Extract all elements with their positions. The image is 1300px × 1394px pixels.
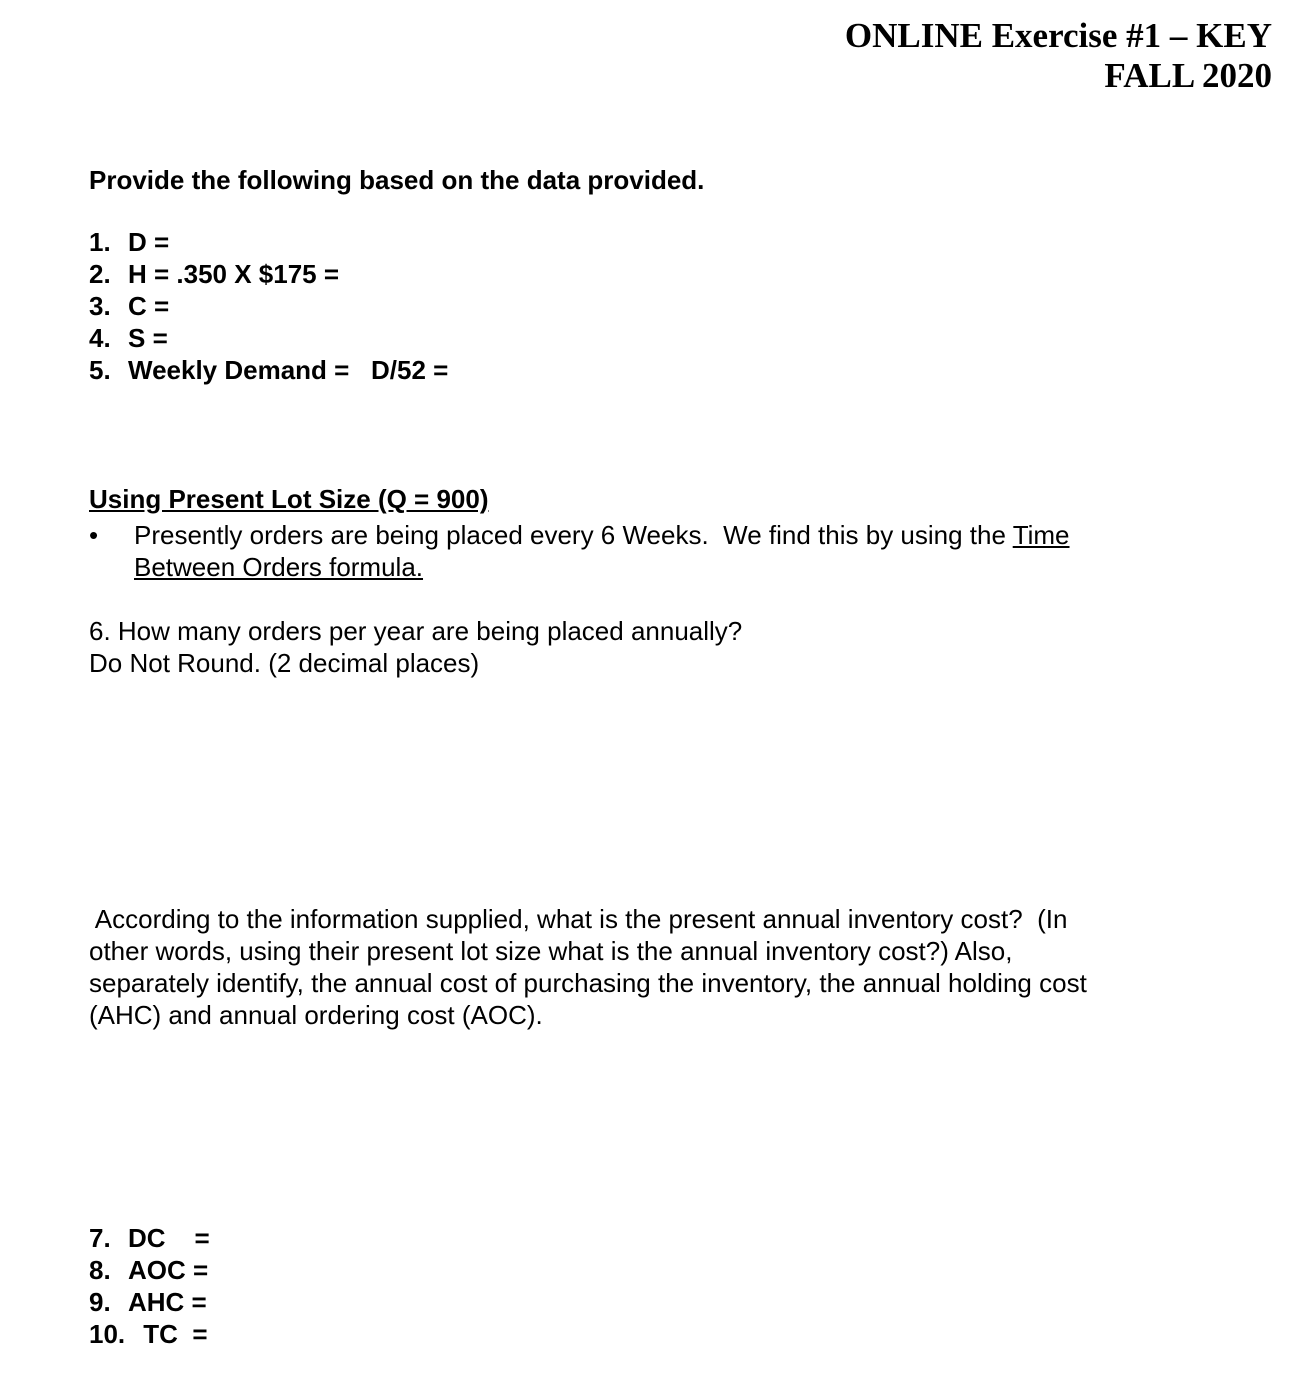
list-item: 3. C = — [89, 291, 170, 321]
intro-text: Provide the following based on the data provided. — [89, 165, 705, 195]
paragraph-line: separately identify, the annual cost of purchasing the inventory, the annual holding cost — [89, 968, 1087, 998]
list-item: 8. AOC = — [89, 1255, 209, 1285]
doc-subtitle: FALL 2020 — [1104, 56, 1272, 95]
question-6-note: Do Not Round. (2 decimal places) — [89, 648, 480, 678]
doc-title: ONLINE Exercise #1 – KEY — [844, 16, 1272, 55]
list-item: 10. TC = — [89, 1319, 208, 1349]
list-item: 7. DC = — [89, 1223, 210, 1253]
bullet-text-cont: Between Orders formula. — [134, 552, 424, 582]
bullet-text: Presently orders are being placed every 6 Weeks. We find this by using the Time — [134, 520, 1070, 550]
paragraph-line: other words, using their present lot size what is the annual inventory cost?) Also, — [89, 936, 1013, 966]
paragraph-line: According to the information supplied, what is the present annual inventory cost? (In — [89, 904, 1068, 934]
bullet-icon: • — [89, 520, 99, 550]
list-item: 2. H = .350 X $175 = — [89, 259, 340, 289]
list-item: 4. S = — [89, 323, 168, 353]
list-item: 9. AHC = — [89, 1287, 207, 1317]
paragraph-line: (AHC) and annual ordering cost (AOC). — [89, 1000, 543, 1030]
section-heading: Using Present Lot Size (Q = 900) — [89, 484, 489, 514]
list-item: 5. Weekly Demand = D/52 = — [89, 355, 449, 385]
question-6: 6. How many orders per year are being placed annually? — [89, 616, 743, 646]
list-item: 1. D = — [89, 227, 170, 257]
